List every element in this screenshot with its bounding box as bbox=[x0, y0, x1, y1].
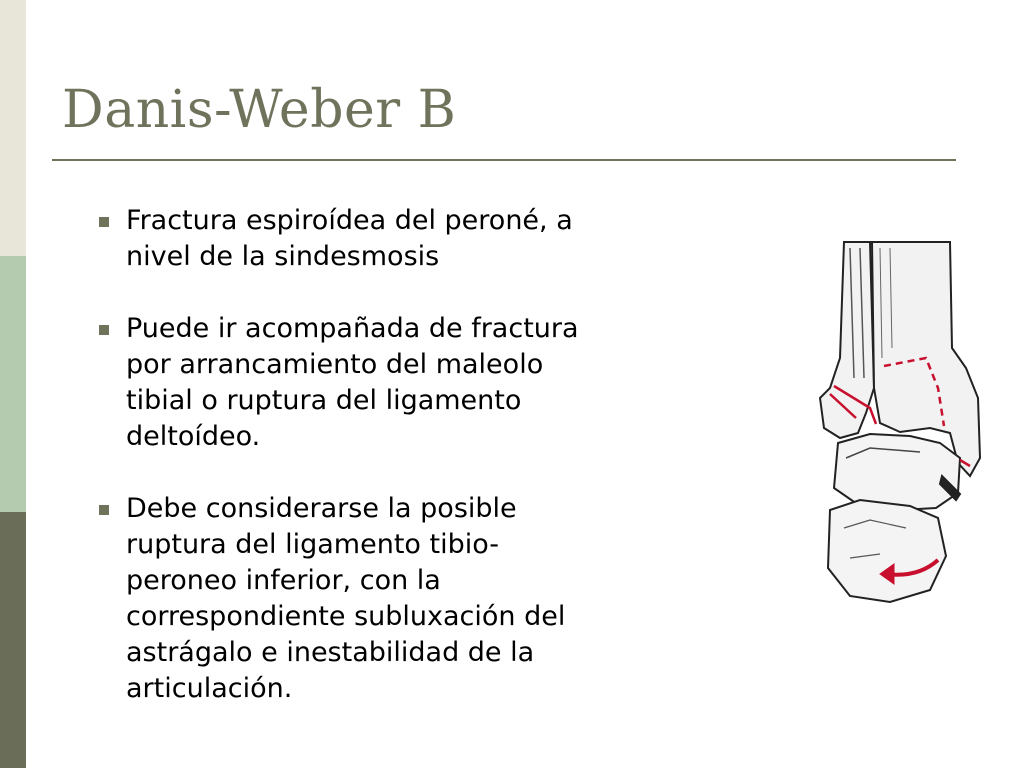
square-bullet-icon bbox=[99, 217, 109, 227]
talus-bone bbox=[834, 434, 960, 510]
sidebar-bottom-band bbox=[0, 512, 26, 768]
title-divider bbox=[52, 159, 956, 161]
bullet-list bbox=[96, 203, 716, 743]
bullet-text: Debe considerarse la posible ruptura del ligamento tibio- peroneo inferior, con la correspondiente subluxación del astrágalo e inestabilidad de la articulación. bbox=[126, 493, 566, 704]
ankle-fracture-illustration bbox=[810, 238, 990, 608]
sidebar-top-band bbox=[0, 0, 26, 256]
square-bullet-icon bbox=[99, 325, 109, 335]
sidebar-middle-band bbox=[0, 256, 26, 512]
square-bullet-icon bbox=[99, 505, 109, 515]
bullet-item bbox=[96, 311, 716, 455]
bullet-item bbox=[96, 491, 716, 707]
bullet-item bbox=[96, 203, 716, 275]
bullet-text: Fractura espiroídea del peroné, a nivel de la sindesmosis bbox=[126, 205, 573, 272]
calcaneus-bone bbox=[828, 500, 946, 602]
bullet-text: Puede ir acompañada de fractura por arrancamiento del maleolo tibial o ruptura del ligamento deltoídeo. bbox=[126, 313, 579, 452]
slide-title: Danis-Weber B bbox=[62, 80, 457, 140]
